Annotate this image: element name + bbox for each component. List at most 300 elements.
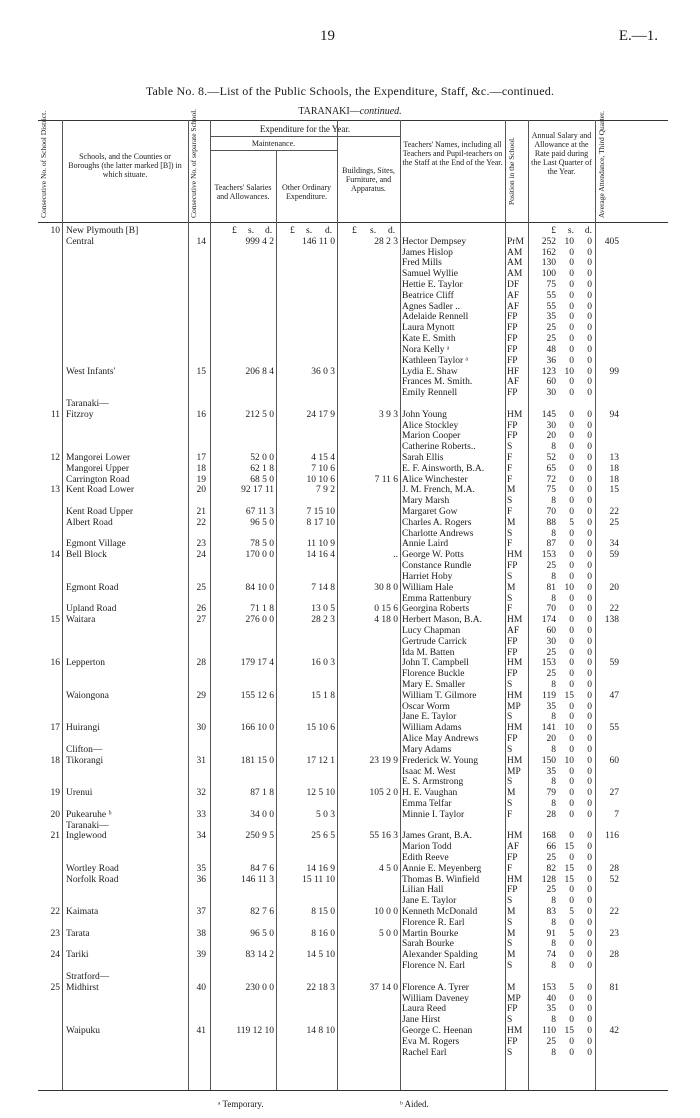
annual-pounds: 8 <box>551 798 556 809</box>
currency-pound: £ <box>290 226 295 236</box>
other-expenditure-amount: 14 8 10 <box>306 1025 335 1036</box>
salaries-amount: 78 5 0 <box>250 539 274 550</box>
other-expenditure-amount: 10 10 6 <box>306 474 335 485</box>
other-expenditure-amount: 24 17 9 <box>306 409 335 420</box>
annual-pence: 0 <box>587 647 592 658</box>
teacher-name: Eva M. Rogers <box>402 1036 460 1047</box>
annual-shillings: 15 <box>564 690 574 701</box>
school-name: Tarata <box>66 928 90 939</box>
position-code: HM <box>507 550 523 561</box>
position-code: S <box>507 712 513 723</box>
salaries-amount: 276 0 0 <box>245 615 274 626</box>
col-head-school: Schools, and the Counties or Boroughs (the latter marked [B]) in which situate. <box>68 152 182 179</box>
teacher-name: Charlotte Andrews <box>402 528 474 539</box>
average-attendance: 405 <box>604 236 619 247</box>
annual-shillings: 0 <box>569 896 574 907</box>
teacher-name: Alice May Andrews <box>402 734 479 745</box>
annual-pounds: 252 <box>541 236 556 247</box>
teacher-name: Alice Winchester <box>402 474 468 485</box>
annual-pounds: 87 <box>546 539 556 550</box>
position-code: S <box>507 528 513 539</box>
annual-shillings: 0 <box>569 409 574 420</box>
annual-pence: 0 <box>587 809 592 820</box>
annual-pence: 0 <box>587 366 592 377</box>
annual-pounds: 60 <box>546 377 556 388</box>
annual-shillings: 0 <box>569 961 574 972</box>
district-number: 22 <box>50 907 60 918</box>
position-code: AF <box>507 377 520 388</box>
col-head-expenditure: Expenditure for the Year. <box>259 124 351 134</box>
annual-shillings: 0 <box>569 604 574 615</box>
currency-shilling: s. <box>306 226 313 236</box>
position-code: S <box>507 917 513 928</box>
position-code: S <box>507 896 513 907</box>
annual-pounds: 141 <box>541 723 556 734</box>
annual-shillings: 0 <box>569 323 574 334</box>
annual-pence: 0 <box>587 377 592 388</box>
average-attendance: 15 <box>609 485 619 496</box>
position-code: M <box>507 788 516 799</box>
annual-pence: 0 <box>587 982 592 993</box>
average-attendance: 94 <box>609 409 619 420</box>
teacher-name: Thomas B. Winfield <box>402 874 480 885</box>
teacher-name: Annie Laird <box>402 539 449 550</box>
salaries-amount: 34 0 0 <box>250 809 274 820</box>
position-code: HM <box>507 615 523 626</box>
school-name: Waiongona <box>66 690 110 701</box>
annual-pounds: 168 <box>541 831 556 842</box>
annual-pounds: 110 <box>542 1025 556 1036</box>
position-code: F <box>507 863 513 874</box>
annual-shillings: 0 <box>569 788 574 799</box>
school-name: Egmont Road <box>66 582 119 593</box>
teacher-name: Lilian Hall <box>402 885 444 896</box>
salaries-amount: 170 0 0 <box>245 550 274 561</box>
annual-pounds: 28 <box>546 809 556 820</box>
annual-shillings: 0 <box>569 766 574 777</box>
teacher-name: H. E. Vaughan <box>402 788 458 799</box>
annual-pounds: 30 <box>546 636 556 647</box>
position-code: FP <box>507 388 518 399</box>
position-code: FP <box>507 431 518 442</box>
position-code: FP <box>507 323 518 334</box>
position-code: HM <box>507 409 523 420</box>
annual-pence: 0 <box>587 507 592 518</box>
annual-pence: 0 <box>587 723 592 734</box>
annual-pounds: £ <box>551 226 556 236</box>
other-expenditure-amount: 5 0 3 <box>316 809 335 820</box>
annual-shillings: 0 <box>569 1036 574 1047</box>
annual-pounds: 119 <box>542 690 556 701</box>
position-code: F <box>507 809 513 820</box>
annual-pence: 0 <box>587 442 592 453</box>
teacher-name: Laura Reed <box>402 1004 447 1015</box>
annual-pounds: 75 <box>546 485 556 496</box>
annual-pence: 0 <box>587 842 592 853</box>
teacher-name: George W. Potts <box>402 550 464 561</box>
position-code: HM <box>507 874 523 885</box>
position-code: HF <box>507 366 520 377</box>
school-name: Midhirst <box>66 982 99 993</box>
annual-pounds: 8 <box>551 939 556 950</box>
position-code: AF <box>507 625 520 636</box>
district-number: 18 <box>50 755 60 766</box>
document-reference: E.—1. <box>618 28 658 44</box>
teacher-name: Emma Rattenbury <box>402 593 472 604</box>
other-expenditure-amount: 28 2 3 <box>311 615 335 626</box>
school-number: 18 <box>196 463 206 474</box>
annual-shillings: 0 <box>569 593 574 604</box>
annual-shillings: 0 <box>569 377 574 388</box>
teacher-name: Marion Todd <box>402 842 452 853</box>
position-code: FP <box>507 312 518 323</box>
district-number: 20 <box>50 809 60 820</box>
salaries-amount: 999 4 2 <box>245 236 274 247</box>
school-name: Clifton— <box>66 744 103 755</box>
salaries-amount: 96 5 0 <box>250 928 274 939</box>
teacher-name: Margaret Gow <box>402 507 458 518</box>
school-number: 29 <box>196 690 206 701</box>
annual-pounds: 8 <box>551 896 556 907</box>
other-expenditure-amount: 14 16 4 <box>306 550 335 561</box>
average-attendance: 59 <box>609 658 619 669</box>
annual-pounds: 25 <box>546 561 556 572</box>
school-name: Central <box>66 236 94 247</box>
annual-pence: 0 <box>587 852 592 863</box>
col-head-teachers: Teachers' Names, including all Teachers and Pupil-teachers on the Staff at the End of the Year. <box>402 140 503 167</box>
annual-pence: 0 <box>587 539 592 550</box>
salaries-amount: 155 12 6 <box>240 690 274 701</box>
position-code: FP <box>507 334 518 345</box>
school-name: Mangorei Lower <box>66 453 131 463</box>
annual-shillings: 10 <box>564 366 574 377</box>
other-expenditure-amount: 7 14 8 <box>311 582 335 593</box>
salaries-amount: 71 1 8 <box>250 604 274 615</box>
buildings-amount: 0 15 6 <box>374 604 398 615</box>
teacher-name: Mary E. Smaller <box>402 680 466 691</box>
annual-pence: 0 <box>587 863 592 874</box>
annual-pounds: 25 <box>546 1036 556 1047</box>
position-code: FP <box>507 734 518 745</box>
school-number: 22 <box>196 517 206 528</box>
annual-pence: 0 <box>587 939 592 950</box>
buildings-amount: 105 2 0 <box>369 788 398 799</box>
annual-pence: 0 <box>587 636 592 647</box>
annual-pounds: 153 <box>541 658 556 669</box>
annual-pence: 0 <box>587 517 592 528</box>
position-code: S <box>507 593 513 604</box>
average-attendance: 18 <box>609 474 619 485</box>
school-name: Kent Road Upper <box>66 507 134 518</box>
annual-pence: 0 <box>587 528 592 539</box>
teacher-name: Ida M. Batten <box>402 647 455 658</box>
position-code: FP <box>507 1036 518 1047</box>
teacher-name: Marion Cooper <box>402 431 461 442</box>
annual-pounds: 128 <box>541 874 556 885</box>
district-number: 15 <box>50 615 60 626</box>
teacher-name: E. S. Armstrong <box>402 777 464 788</box>
school-number: 28 <box>196 658 206 669</box>
annual-pounds: 8 <box>551 680 556 691</box>
position-code: MP <box>507 766 521 777</box>
teacher-name: Frederick W. Young <box>402 755 479 766</box>
annual-pence: 0 <box>587 334 592 345</box>
position-code: DF <box>507 280 520 291</box>
position-code: S <box>507 798 513 809</box>
buildings-amount: 23 19 9 <box>369 755 398 766</box>
annual-shillings: 10 <box>564 755 574 766</box>
school-number: 25 <box>196 582 206 593</box>
teacher-name: Minnie I. Taylor <box>402 809 465 820</box>
annual-pounds: 35 <box>546 701 556 712</box>
annual-pence: 0 <box>587 323 592 334</box>
school-name: Urenui <box>66 788 93 799</box>
other-expenditure-amount: 14 5 10 <box>306 950 335 961</box>
region-name: TARANAKI— <box>298 106 360 117</box>
annual-pence: 0 <box>587 453 592 463</box>
buildings-amount: 7 11 6 <box>374 474 398 485</box>
school-number: 16 <box>196 409 206 420</box>
teacher-name: William Adams <box>402 723 462 734</box>
footnote-temporary: ᵃ Temporary. <box>218 1099 264 1109</box>
teacher-name: Oscar Worm <box>402 701 450 712</box>
school-name: Mangorei Upper <box>66 463 130 474</box>
annual-shillings: 10 <box>564 723 574 734</box>
teacher-name: Georgina Roberts <box>402 604 470 615</box>
position-code: FP <box>507 669 518 680</box>
teacher-name: Frances M. Smith. <box>402 377 473 388</box>
annual-shillings: 5 <box>569 982 574 993</box>
annual-pounds: 79 <box>546 788 556 799</box>
annual-pounds: 153 <box>541 550 556 561</box>
annual-pence: 0 <box>587 831 592 842</box>
annual-pence: 0 <box>587 409 592 420</box>
annual-pence: 0 <box>587 604 592 615</box>
school-number: 17 <box>196 453 206 463</box>
district-number: 19 <box>50 788 60 799</box>
annual-pounds: 8 <box>551 1015 556 1026</box>
annual-shillings: 0 <box>569 507 574 518</box>
annual-pounds: 52 <box>546 453 556 463</box>
annual-pence: 0 <box>587 874 592 885</box>
school-name: Kaimata <box>66 907 99 918</box>
annual-pence: 0 <box>587 658 592 669</box>
annual-pence: 0 <box>587 474 592 485</box>
annual-shillings: 0 <box>569 1047 574 1058</box>
annual-shillings: 0 <box>569 474 574 485</box>
teacher-name: John Young <box>402 409 447 420</box>
annual-shillings: 0 <box>569 453 574 463</box>
annual-pounds: 74 <box>546 950 556 961</box>
annual-shillings: 0 <box>569 777 574 788</box>
annual-pence: 0 <box>587 550 592 561</box>
annual-pounds: 8 <box>551 712 556 723</box>
teacher-name: Catherine Roberts.. <box>402 442 476 453</box>
teacher-name: Florence Buckle <box>402 669 465 680</box>
annual-shillings: 0 <box>569 734 574 745</box>
school-number: 26 <box>196 604 206 615</box>
other-expenditure-amount: 15 10 6 <box>306 723 335 734</box>
col-head-salaries: Teachers' Salaries and Allowances. <box>214 183 272 201</box>
annual-pence: 0 <box>587 734 592 745</box>
district-number: 17 <box>50 723 60 734</box>
buildings-amount: .. <box>393 550 398 561</box>
district-number: 23 <box>50 928 60 939</box>
annual-pence: 0 <box>587 669 592 680</box>
annual-pounds: 55 <box>546 290 556 301</box>
annual-pence: 0 <box>587 777 592 788</box>
annual-pounds: 174 <box>541 615 556 626</box>
district-number: 25 <box>50 982 60 993</box>
teacher-name: William Hale <box>402 582 454 593</box>
school-number: 41 <box>196 1025 206 1036</box>
annual-pence: 0 <box>587 344 592 355</box>
salaries-amount: 179 17 4 <box>240 658 274 669</box>
average-attendance: 28 <box>609 950 619 961</box>
position-code: M <box>507 982 516 993</box>
annual-pounds: 60 <box>546 625 556 636</box>
salaries-amount: 230 0 0 <box>245 982 274 993</box>
annual-shillings: 0 <box>569 301 574 312</box>
annual-shillings: 0 <box>569 290 574 301</box>
position-code: M <box>507 582 516 593</box>
salaries-amount: 166 10 0 <box>240 723 274 734</box>
annual-pence: 0 <box>587 496 592 507</box>
teacher-name: Charles A. Rogers <box>402 517 472 528</box>
position-code: S <box>507 744 513 755</box>
average-attendance: 99 <box>609 366 619 377</box>
school-name: West Infants' <box>66 366 116 377</box>
buildings-amount: 3 9 3 <box>379 409 398 420</box>
col-head-buildings: Buildings, Sites, Furniture, and Apparatus. <box>342 166 395 193</box>
col-head-attendance: Average Attendance, Third Quarter. <box>597 111 606 218</box>
annual-shillings: 0 <box>569 355 574 366</box>
annual-pence: 0 <box>587 917 592 928</box>
salaries-amount: 52 0 0 <box>250 453 274 463</box>
position-code: S <box>507 1015 513 1026</box>
position-code: F <box>507 604 513 615</box>
annual-pence: 0 <box>587 1047 592 1058</box>
teacher-name: Gertrude Carrick <box>402 636 467 647</box>
annual-pounds: 162 <box>541 247 556 258</box>
annual-shillings: 0 <box>569 247 574 258</box>
annual-pounds: 8 <box>551 496 556 507</box>
teacher-name: Lucy Chapman <box>402 625 461 636</box>
col-head-other: Other Ordinary Expenditure. <box>281 183 332 201</box>
annual-pounds: 25 <box>546 852 556 863</box>
annual-shillings: 0 <box>569 312 574 323</box>
currency-pound: £ <box>352 226 357 236</box>
teacher-name: William Daveney <box>402 993 469 1004</box>
position-code: AF <box>507 290 520 301</box>
school-name: Tariki <box>66 950 89 961</box>
position-code: AM <box>507 269 523 280</box>
average-attendance: 52 <box>609 874 619 885</box>
annual-shillings: 0 <box>569 431 574 442</box>
teacher-name: Rachel Earl <box>402 1047 447 1058</box>
annual-pounds: 123 <box>541 366 556 377</box>
annual-shillings: 0 <box>569 798 574 809</box>
other-expenditure-amount: 8 15 0 <box>311 907 335 918</box>
school-number: 23 <box>196 539 206 550</box>
salaries-amount: 181 15 0 <box>240 755 274 766</box>
footnote-aided: ᵇ Aided. <box>400 1099 429 1109</box>
annual-shillings: 0 <box>569 539 574 550</box>
currency-pence: d. <box>265 226 273 236</box>
school-number: 37 <box>196 907 206 918</box>
position-code: S <box>507 680 513 691</box>
annual-pounds: 88 <box>546 517 556 528</box>
annual-shillings: 0 <box>569 993 574 1004</box>
annual-shillings: 0 <box>569 712 574 723</box>
annual-pounds: 8 <box>551 744 556 755</box>
annual-pounds: 66 <box>546 842 556 853</box>
position-code: FP <box>507 647 518 658</box>
position-code: S <box>507 442 513 453</box>
position-code: FP <box>507 852 518 863</box>
position-code: FP <box>507 885 518 896</box>
annual-pounds: 8 <box>551 442 556 453</box>
annual-pence: 0 <box>587 680 592 691</box>
other-expenditure-amount: 12 5 10 <box>306 788 335 799</box>
school-name: Carrington Road <box>66 474 130 485</box>
teacher-name: E. F. Ainsworth, B.A. <box>402 463 485 474</box>
annual-shillings: 0 <box>569 344 574 355</box>
school-name: Stratford— <box>66 971 110 982</box>
buildings-amount: 55 16 3 <box>369 831 398 842</box>
col-head-school-no: Consecutive No. of separate School. <box>189 108 198 218</box>
position-code: M <box>507 928 516 939</box>
school-number: 27 <box>196 615 206 626</box>
annual-pounds: 8 <box>551 917 556 928</box>
annual-shillings: 5 <box>569 928 574 939</box>
annual-pence: d. <box>584 226 592 236</box>
other-expenditure-amount: 15 1 8 <box>311 690 335 701</box>
position-code: HM <box>507 690 523 701</box>
teacher-name: J. M. French, M.A. <box>402 485 475 496</box>
annual-pence: 0 <box>587 885 592 896</box>
annual-pence: 0 <box>587 1025 592 1036</box>
position-code: FP <box>507 1004 518 1015</box>
school-name: Bell Block <box>66 550 107 561</box>
salaries-amount: 84 10 0 <box>245 582 274 593</box>
annual-pounds: 8 <box>551 528 556 539</box>
position-code: S <box>507 939 513 950</box>
average-attendance: 81 <box>609 982 619 993</box>
school-number: 14 <box>196 236 206 247</box>
position-code: S <box>507 571 513 582</box>
teacher-name: Martin Bourke <box>402 928 459 939</box>
annual-shillings: 0 <box>569 885 574 896</box>
average-attendance: 60 <box>609 755 619 766</box>
average-attendance: 59 <box>609 550 619 561</box>
other-expenditure-amount: 8 16 0 <box>311 928 335 939</box>
annual-pence: 0 <box>587 744 592 755</box>
position-code: F <box>507 539 513 550</box>
annual-shillings: 15 <box>564 1025 574 1036</box>
teacher-name: Sarah Ellis <box>402 453 444 463</box>
buildings-amount: 4 18 0 <box>374 615 398 626</box>
salaries-amount: 212 5 0 <box>245 409 274 420</box>
salaries-amount: 206 8 4 <box>245 366 274 377</box>
position-code: M <box>507 907 516 918</box>
annual-pounds: 82 <box>546 863 556 874</box>
position-code: FP <box>507 636 518 647</box>
other-expenditure-amount: 146 11 0 <box>302 236 335 247</box>
annual-shillings: 0 <box>569 269 574 280</box>
annual-pence: 0 <box>587 755 592 766</box>
average-attendance: 13 <box>609 453 619 463</box>
